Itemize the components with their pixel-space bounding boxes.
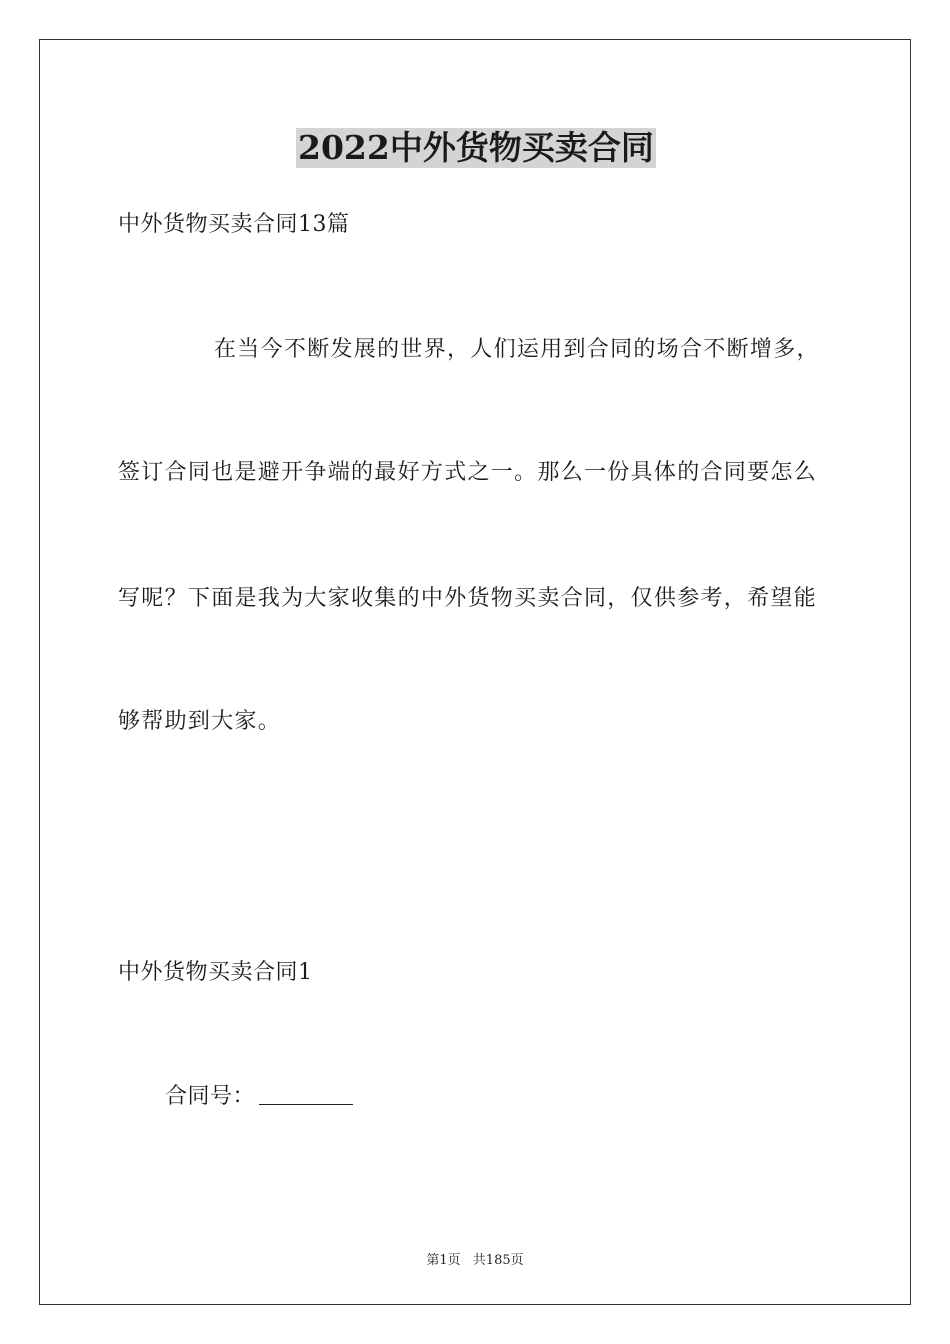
document-title: 2022中外货物买卖合同	[298, 128, 654, 167]
page-total: 共185页	[472, 1253, 524, 1268]
document-subtitle: 中外货物买卖合同13篇	[118, 212, 350, 237]
section-heading: 中外货物买卖合同1	[118, 960, 313, 985]
paragraph-line-3: 写呢？下面是我为大家收集的中外货物买卖合同，仅供参考，希望能	[118, 586, 818, 611]
contract-number-blank	[259, 1082, 353, 1105]
contract-number-label: 合同号：	[165, 1084, 256, 1109]
contract-number-row	[165, 1082, 353, 1112]
page-footer	[0, 1249, 950, 1268]
paragraph-line-4: 够帮助到大家。	[118, 709, 282, 734]
page-number: 第1页	[426, 1253, 461, 1268]
paragraph-line-1: 在当今不断发展的世界，人们运用到合同的场合不断增多，	[214, 337, 820, 362]
paragraph-line-2: 签订合同也是避开争端的最好方式之一。那么一份具体的合同要怎么	[118, 460, 818, 485]
